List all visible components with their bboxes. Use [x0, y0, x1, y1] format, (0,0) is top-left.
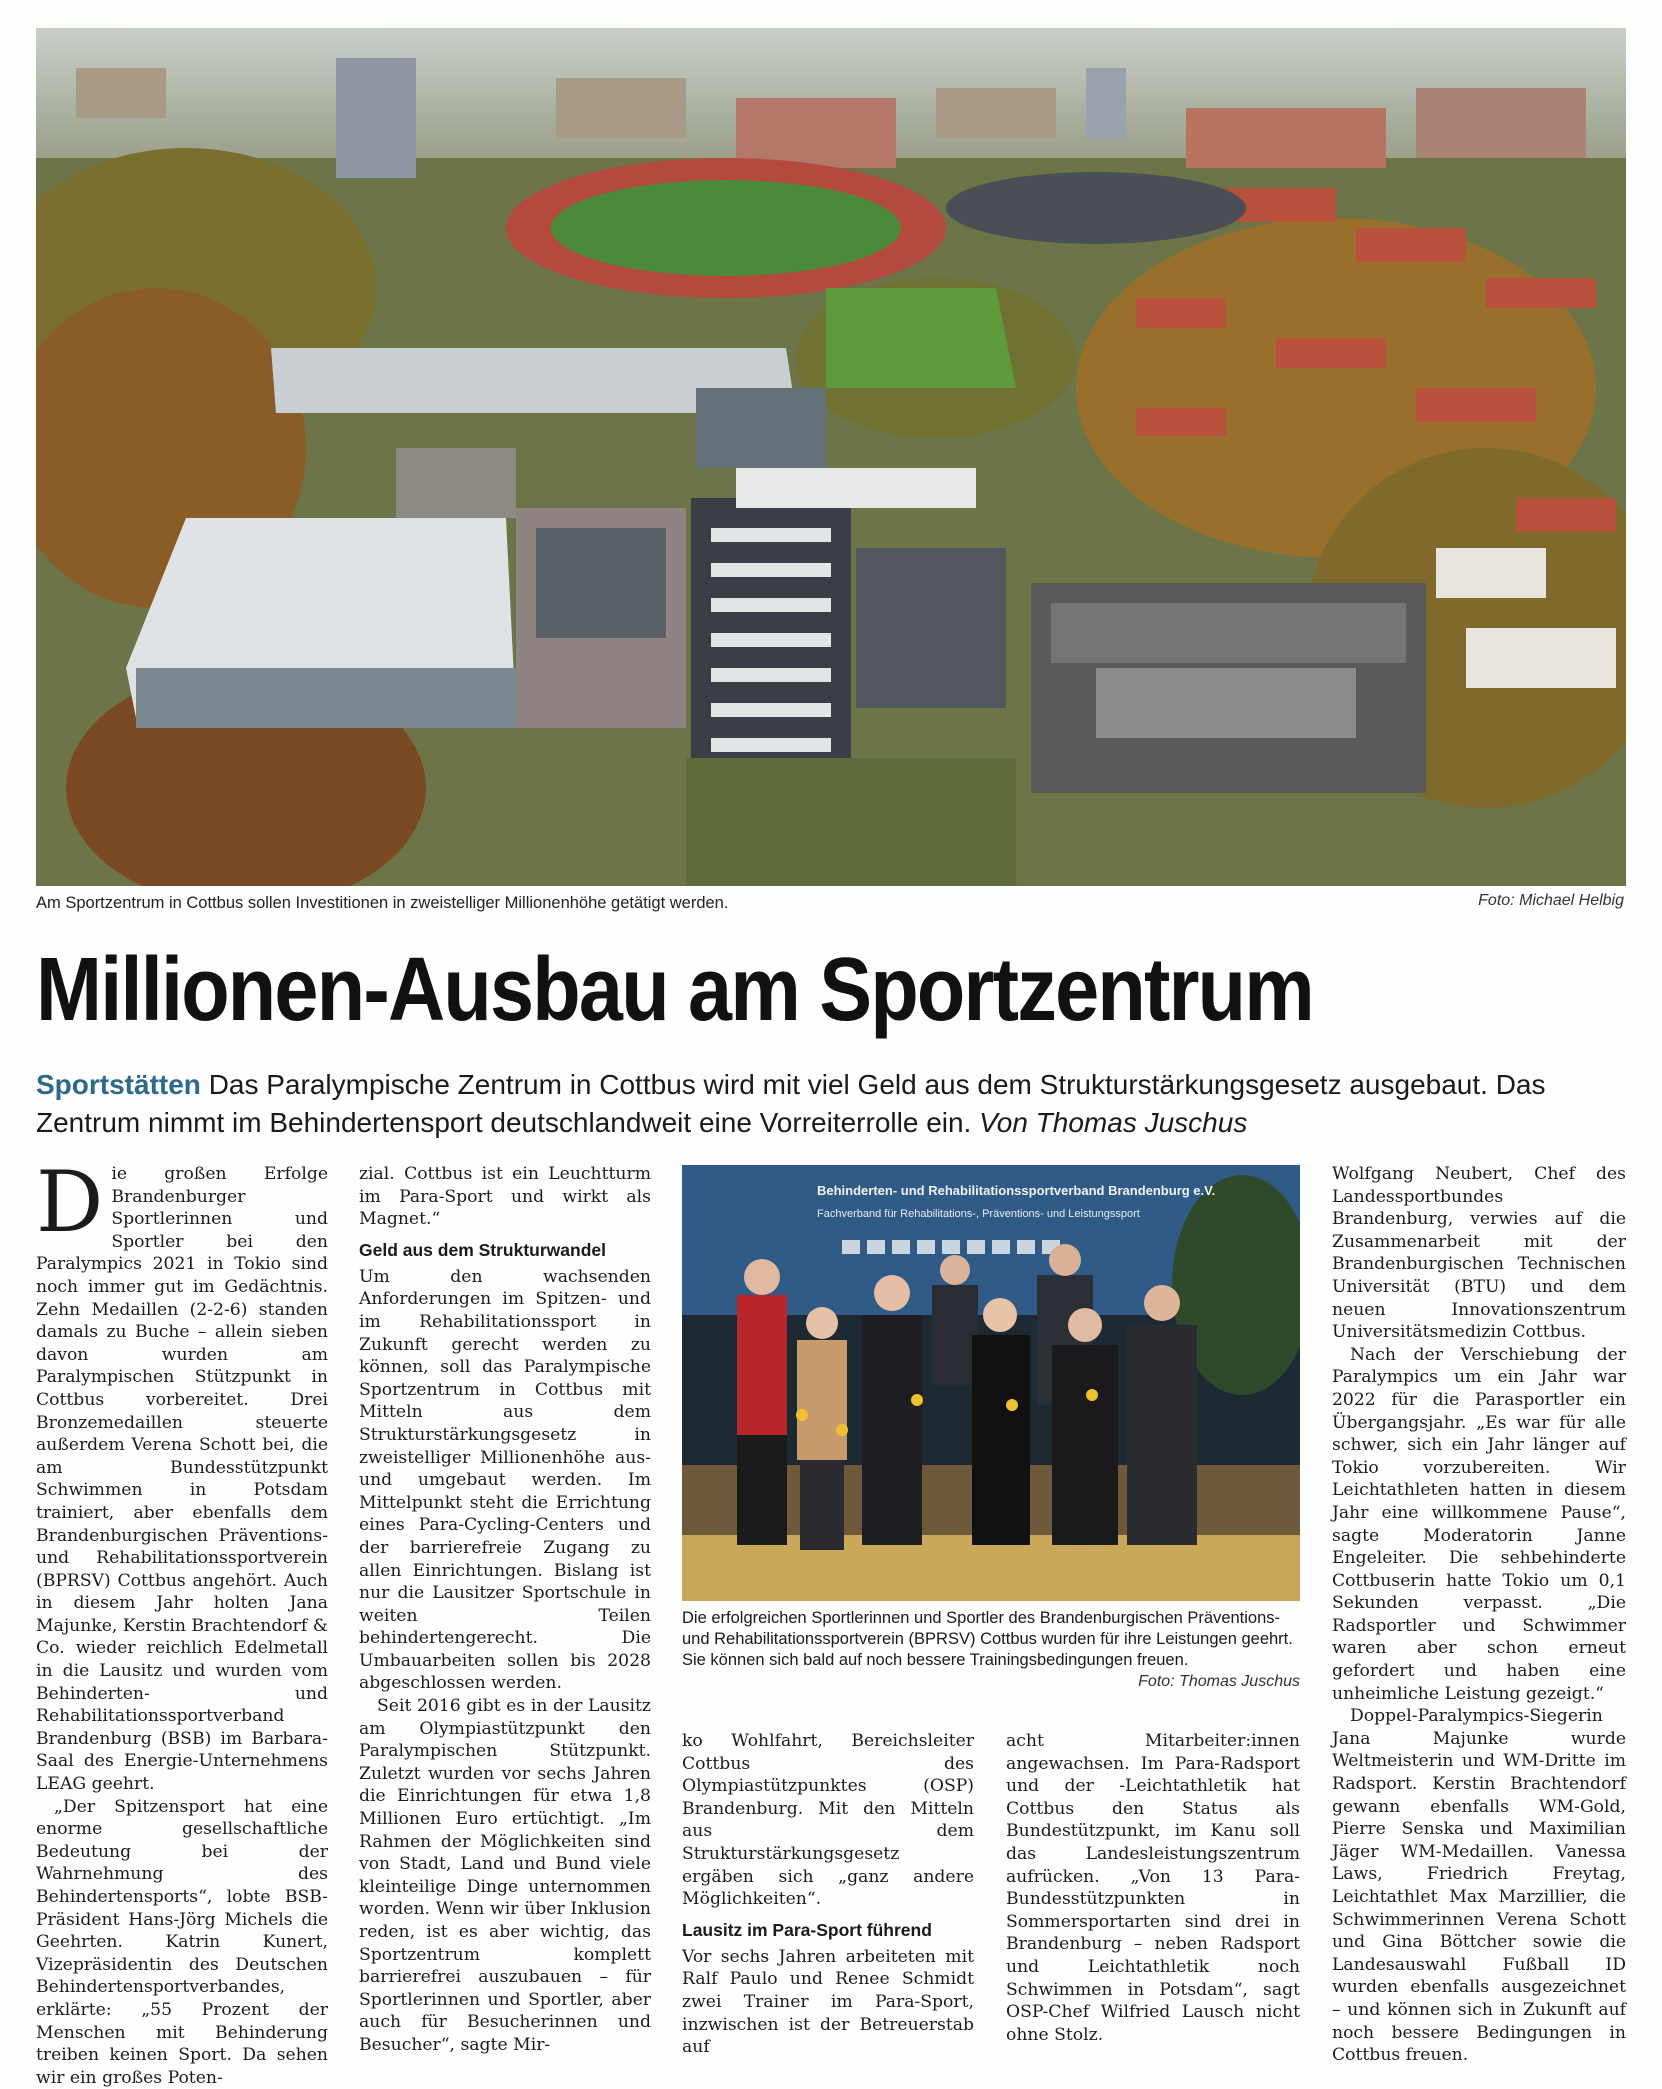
subheading: Geld aus dem Strukturwandel: [359, 1239, 606, 1260]
paragraph: Wolfgang Neubert, Chef des Landessportbundes Brandenburg, verwies auf die Zusammenarbeit mit der Brandenburgischen Technischen Universität (BTU) und dem neuen Innovationszentrum Universitätsmedizin Cottbus.: [1332, 1164, 1626, 1343]
article-column-5: [1332, 1163, 1626, 2067]
paragraph: „Der Spitzensport hat eine enorme gesellschaftliche Bedeutung bei der Wahrnehmung des Behindertensports“, lobte BSB-Präsident Hans-Jörg Michels die Geehrten. Katrin Kunert, Vizepräsidentin des Deutschen Behindertensportverbandes, erklärte: „55 Prozent der Menschen mit Behinderung treiben keinen Sport. Da sehen wir ein großes Poten-: [36, 1796, 328, 2088]
paragraph: Um den wachsenden Anforderungen im Spitzen- und im Rehabilitationssport in Zukunft gerecht werden zu können, soll das Paralympische Sportzentrum in Cottbus mit Mitteln aus dem Strukturstärkungsgesetz in zweistelliger Millionenhöhe aus- und umgebaut werden. Im Mittelpunkt steht die Errichtung eines Para-Cycling-Centers und der barrierefreie Zugang zu allen Einrichtungen. Bislang ist nur die Lausitzer Sportschule in weiten Teilen behindertengerecht. Die Umbauarbeiten sollen bis 2028 abgeschlossen werden.: [359, 1266, 651, 1694]
photo-credit: Foto: Michael Helbig: [1478, 892, 1624, 909]
group-photo-caption: Die erfolgreichen Sportlerinnen und Sportler des Brandenburgischen Präventions- und Rehabilitationssportverein (BPRSV) Cottbus wurden für ihre Leistungen geehrt. Sie können sich bald auf noch bessere Trainingsbedingungen freuen.: [682, 1609, 1293, 1669]
paragraph: Doppel-Paralympics-Siegerin Jana Majunke wurde Weltmeisterin und WM-Dritte im Radsport. Kerstin Brachtendorf gewann ebenfalls WM-Gold, Pierre Senska und Maximilian Jäger WM-Medaillen. Vanessa Laws, Friedrich Freytag, Leichtathlet Max Marzillier, die Schwimmerinnen Verena Schott und Gina Böttcher sowie die Landesauswahl Fußball ID wurden ebenfalls ausgezeichnet – und können sich in Zukunft auf noch bessere Bedingungen in Cottbus freuen.: [1332, 1706, 1626, 2066]
article-column-1: [36, 1153, 328, 2089]
group-photo-caption-block: [682, 1608, 1300, 1692]
paragraph: Vor sechs Jahren arbeiteten mit Ralf Paulo und Renee Schmidt zwei Trainer im Para-Sport, inzwischen ist der Betreuerstab auf: [682, 1946, 974, 2058]
paragraph: zial. Cottbus ist ein Leuchtturm im Para-Sport und wirkt als Magnet.“: [359, 1164, 651, 1230]
paragraph: Seit 2016 gibt es in der Lausitz am Olympiastützpunkt den Paralympischen Stützpunkt. Zuletzt wurden vor sechs Jahren die Einrichtungen für etwa 1,8 Millionen Euro ertüchtigt. „Im Rahmen der Möglichkeiten sind von Stadt, Land und Bund viele kleinteilige Dinge unternommen worden. Wenn wir über Inklusion reden, ist es aber wichtig, das Sportzentrum komplett barrierefrei auszubauen – für Sportlerinnen und Sportler, aber auch für Besucherinnen und Besucher“, sagte Mir-: [359, 1696, 651, 2055]
photo-caption: Am Sportzentrum in Cottbus sollen Investitionen in zweistelliger Millionenhöhe getätigt werden.: [36, 894, 729, 912]
group-photo: [682, 1165, 1300, 1601]
article-column-2: [359, 1163, 651, 2057]
dropcap: D: [36, 1153, 104, 1251]
banner-line-1: Behinderten- und Rehabilitationssportverband Brandenburg e.V.: [817, 1183, 1216, 1198]
article-column-4: [1006, 1730, 1300, 2046]
headline: Millionen-Ausbau am Sportzentrum: [36, 940, 1313, 1040]
group-photo-credit: Foto: Thomas Juschus: [1138, 1673, 1300, 1690]
paragraph: ko Wohlfahrt, Bereichsleiter Cottbus des Olympiastützpunktes (OSP) Brandenburg. Mit den Mitteln aus dem Strukturstärkungsgesetz ergäben sich „ganz andere Möglichkeiten“.: [682, 1731, 974, 1910]
banner-line-2: Fachverband für Rehabilitations-, Präventions- und Leistungssport: [817, 1208, 1140, 1220]
paragraph: Nach der Verschiebung der Paralympics um ein Jahr war 2022 für die Parasportler ein Übergangsjahr. „Es war für alle schwer, sich ein Jahr länger auf Tokio vorzubereiten. Wir Leichtathleten hatten in diesem Jahr eine willkommene Pause“, sagte Moderatorin Janne Engeleiter. Die sehbehinderte Cottbuserin hatte Tokio um 0,1 Sekunden verpasst. „Die Radsportler und Schwimmer waren aber schon erneut gefordert und haben eine unheimliche Leistung gezeigt.“: [1332, 1344, 1626, 1704]
aerial-photo: [36, 28, 1626, 886]
teaser-kicker: Sportstätten: [36, 1069, 201, 1100]
article-column-3: [682, 1730, 974, 2059]
group-photo-illustration: [682, 1165, 1300, 1601]
paragraph: acht Mitarbeiter:innen angewachsen. Im Para-Radsport und der -Leichtathletik hat Cottbus den Status als Bundestützpunkt, im Kanu soll das Landesleistungszentrum aufrücken. „Von 13 Para-Bundesstützpunkten in Sommersportarten sind drei in Brandenburg – neben Radsport und Leichtathletik noch Schwimmen in Potsdam“, sagt OSP-Chef Wilfried Lausch nicht ohne Stolz.: [1006, 1731, 1300, 2045]
subheading: Lausitz im Para-Sport führend: [682, 1919, 932, 1940]
paragraph: [36, 1153, 328, 1796]
teaser-author: Von Thomas Juschus: [979, 1107, 1248, 1138]
teaser-text: Das Paralympische Zentrum in Cottbus wird mit viel Geld aus dem Strukturstärkungsgesetz ausgebaut. Das Zentrum nimmt im Behindertensport deutschlandweit eine Vorreiterrolle ein.: [36, 1069, 1546, 1138]
teaser: [36, 1066, 1636, 1142]
paragraph-text: ie großen Erfolge Brandenburger Sportlerinnen und Sportler bei den Paralympics 2021 in Tokio sind noch immer gut im Gedächtnis. Zehn Medaillen (2-2-6) standen damals zu Buche – allein sieben davon wurden am Paralympischen Stützpunkt in Cottbus vorbereitet. Drei Bronzemedaillen steuerte außerdem Verena Schott bei, die am Bundesstützpunkt Schwimmen in Potsdam trainiert, aber ebenfalls dem Brandenburgischen Präventions- und Rehabilitationssportverein (BPRSV) Cottbus angehört. Auch in diesem Jahr holten Jana Majunke, Kerstin Brachtendorf & Co. wieder reichlich Edelmetall in die Lausitz und wurden vom Behinderten- und Rehabilitationssportverband Brandenburg (BSB) im Barbara-Saal des Energie-Unternehmens LEAG geehrt.: [36, 1164, 328, 1795]
aerial-photo-illustration: [36, 28, 1626, 886]
